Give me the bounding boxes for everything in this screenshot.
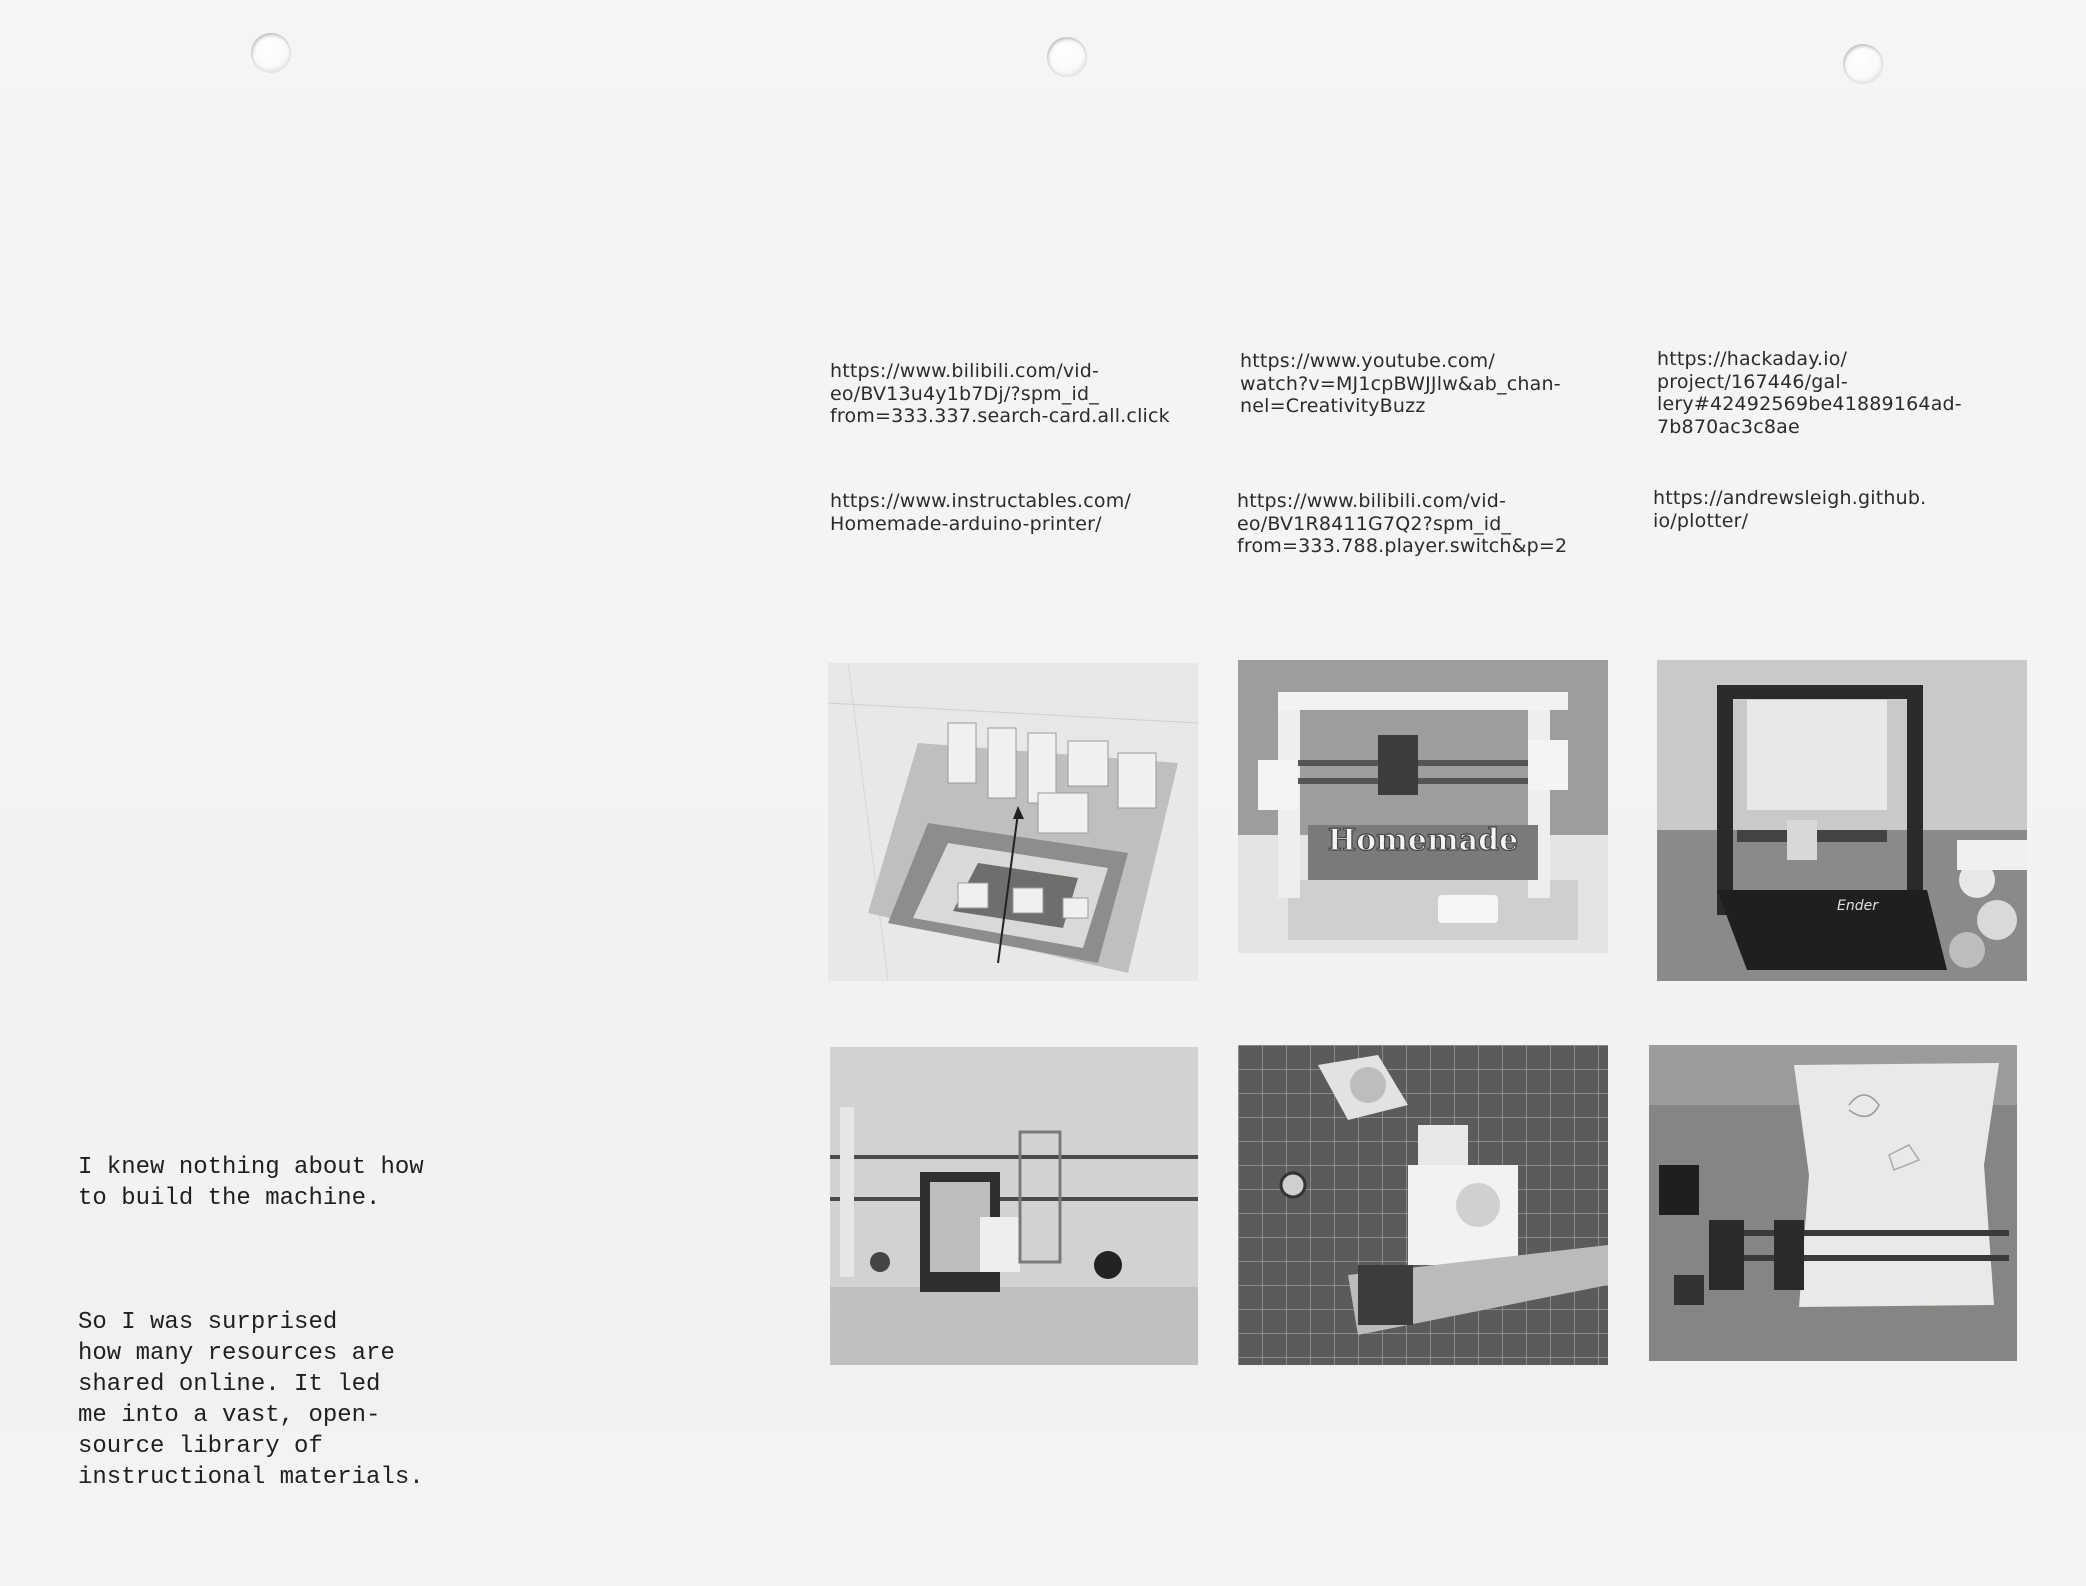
photo-ender-printer: [1657, 660, 2027, 981]
link-bilibili-2[interactable]: https://www.bilibili.com/vid- eo/BV1R8411G7Q2?spm_id_ from=333.788.player.switch&p=2: [1237, 490, 1568, 557]
binder-hole-left: [251, 33, 291, 73]
binder-hole-right: [1843, 44, 1883, 84]
photo-plotter-paper: [1649, 1045, 2017, 1361]
link-hackaday[interactable]: https://hackaday.io/ project/167446/gal- lery#42492569be41889164ad- 7b870ac3c8ae: [1657, 348, 1962, 438]
body-text: [78, 1090, 508, 1586]
photo-stepper-closeup: [1238, 1045, 1608, 1365]
ender-brand-text: Ender: [1837, 898, 1878, 914]
link-bilibili-1[interactable]: https://www.bilibili.com/vid- eo/BV13u4y1b7Dj/?spm_id_ from=333.337.search-card.all.click: [830, 360, 1170, 427]
photo-diy-plotter: [830, 1047, 1198, 1365]
paragraph-intro: I knew nothing about how to build the machine.: [78, 1154, 424, 1212]
link-github-plotter[interactable]: https://andrewsleigh.github. io/plotter/: [1653, 487, 1927, 532]
photo-homemade-printer: [1238, 660, 1608, 953]
link-youtube[interactable]: https://www.youtube.com/ watch?v=MJ1cpBWJJlw&ab_chan- nel=CreativityBuzz: [1240, 350, 1561, 417]
homemade-sign-text: Homemade: [1327, 823, 1519, 858]
link-instructables[interactable]: https://www.instructables.com/ Homemade-arduino-printer/: [830, 490, 1132, 535]
binder-hole-center: [1047, 37, 1087, 77]
paragraph-resources: So I was surprised how many resources are shared online. It led me into a vast, open- source library of instructional materials.: [78, 1309, 424, 1491]
photo-3d-model-render: [828, 663, 1198, 981]
